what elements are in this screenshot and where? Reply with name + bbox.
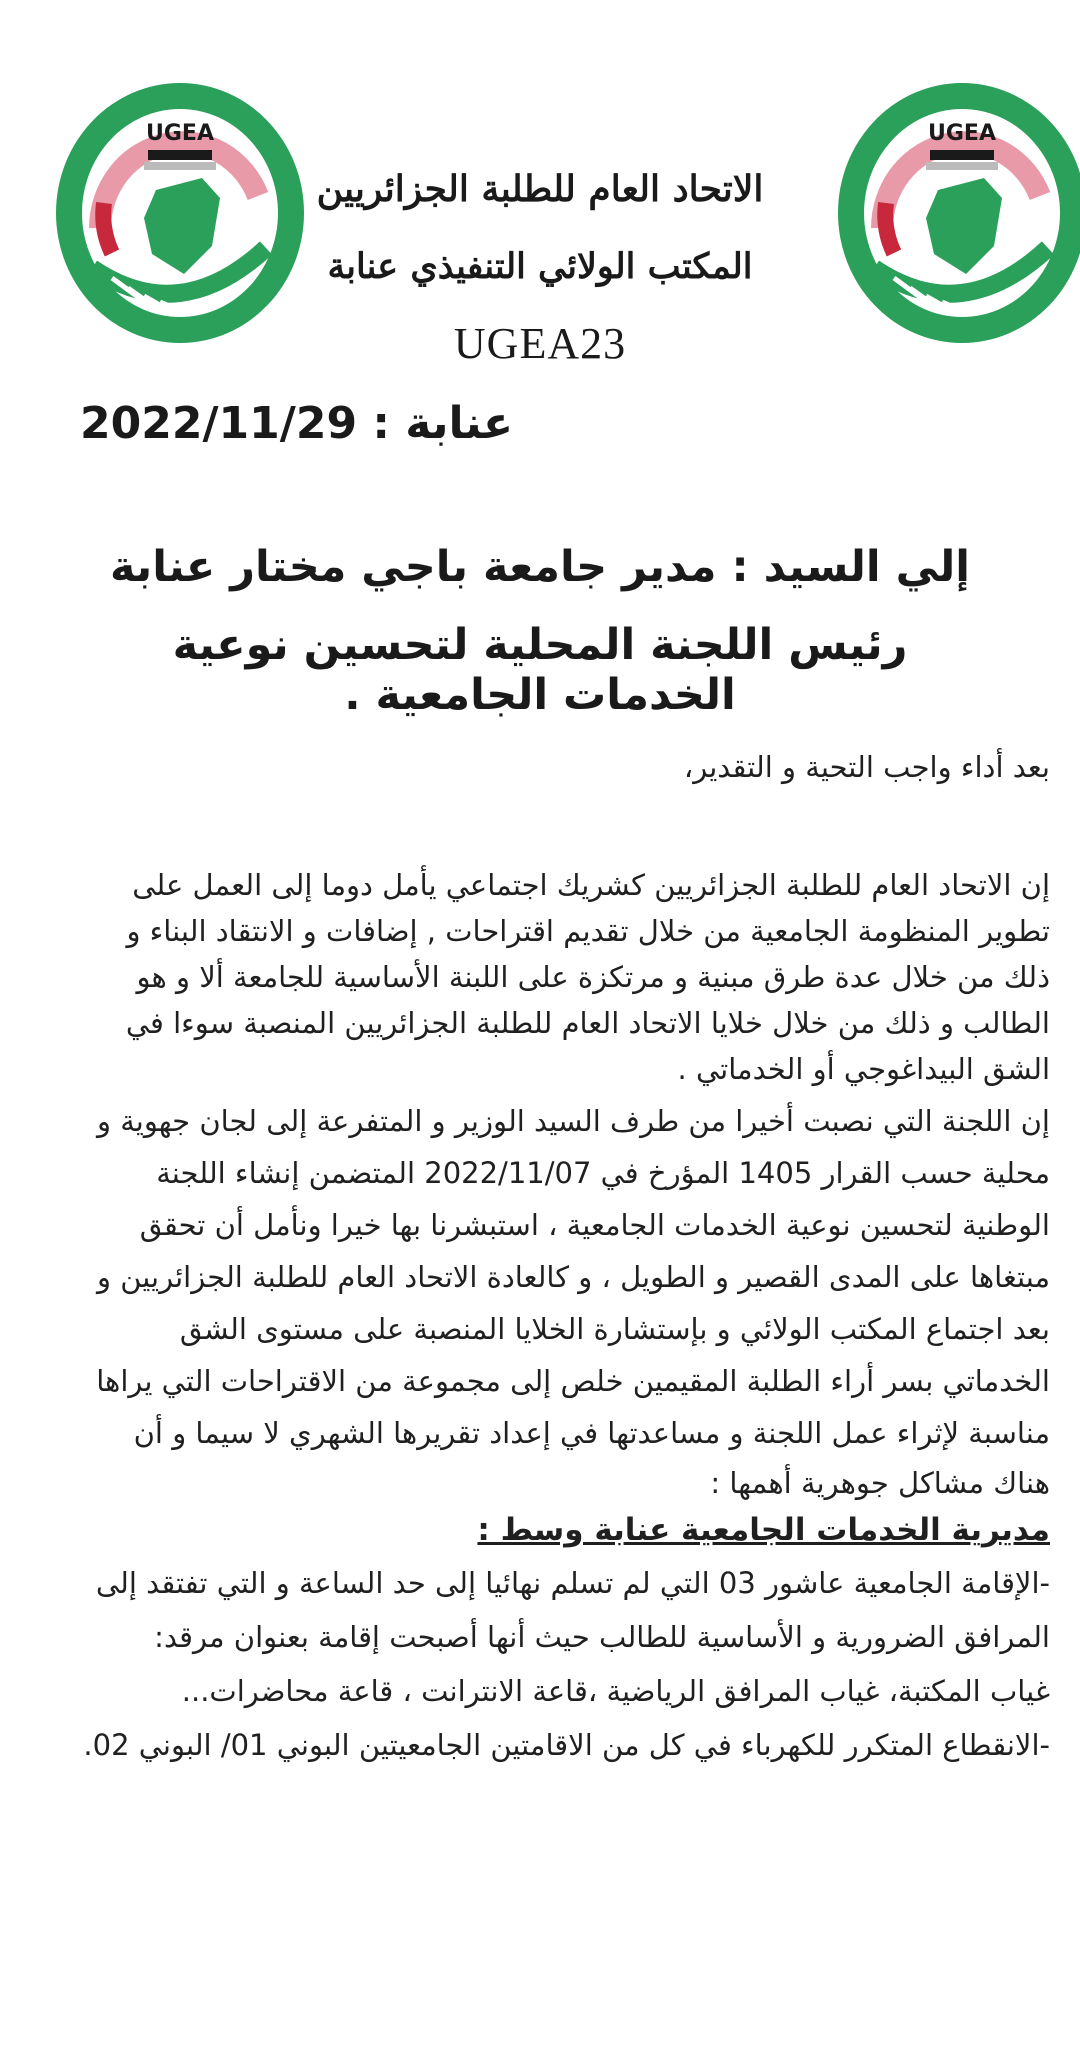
org-name: الاتحاد العام للطلبة الجزائريين [316, 168, 764, 210]
section-line: -الإقامة الجامعية عاشور 03 التي لم تسلم نهائيا إلى حد الساعة و التي تفتقد إلى [95, 1566, 1050, 1600]
section-title: مديرية الخدمات الجامعية عنابة وسط : [477, 1512, 1050, 1548]
addressee-line-2: رئيس اللجنة المحلية لتحسين نوعية الخدمات الجامعية . [172, 620, 908, 720]
letter-date: عنابة : 2022/11/29 [80, 398, 514, 449]
logo-ugea-text: UGEA [146, 121, 214, 146]
letter-body [83, 0, 1050, 2048]
paragraph-2-line: بعد اجتماع المكتب الولائي و بإستشارة الخلايا المنصبة على مستوى الشق [179, 1312, 1050, 1346]
addressee-line-1: إلي السيد : مدير جامعة باجي مختار عنابة [109, 542, 971, 592]
paragraph-2-line: هناك مشاكل جوهرية أهمها : [710, 1466, 1050, 1500]
paragraph-1-line: الشق البيداغوجي أو الخدماتي . [677, 1052, 1050, 1086]
paragraph-1-line: إن الاتحاد العام للطلبة الجزائريين كشريك اجتماعي يأمل دوما إلى العمل على [132, 868, 1050, 902]
paragraph-2-line: الخدماتي بسر أراء الطلبة المقيمين خلص إلى مجموعة من الاقتراحات التي يراها [96, 1364, 1050, 1398]
paragraph-2-line: إن اللجنة التي نصبت أخيرا من طرف السيد الوزير و المتفرعة إلى لجان جهوية و [96, 1104, 1050, 1138]
paragraph-2-line: الوطنية لتحسين نوعية الخدمات الجامعية ، استبشرنا بها خيرا ونأمل أن تحقق [139, 1208, 1050, 1242]
paragraph-2-line: مبتغاها على المدى القصير و الطويل ، و كالعادة الاتحاد العام للطلبة الجزائريين و [96, 1260, 1050, 1294]
paragraph-1-line: الطالب و ذلك من خلال خلايا الاتحاد العام للطلبة الجزائريين المنصبة سوءا في [125, 1006, 1050, 1040]
section-line: غياب المكتبة، غياب المرافق الرياضية ،قاعة الانترانت ، قاعة محاضرات... [181, 1674, 1050, 1708]
bureau-name: المكتب الولائي التنفيذي عنابة [327, 246, 753, 287]
greeting: بعد أداء واجب التحية و التقدير، [683, 750, 1050, 784]
paragraph-1-line: تطوير المنظومة الجامعية من خلال تقديم اقتراحات , إضافات و الانتقاد البناء و [126, 914, 1050, 948]
paragraph-2-line: مناسبة لإثراء عمل اللجنة و مساعدتها في إعداد تقريرها الشهري لا سيما و أن [133, 1416, 1050, 1450]
section-line: المرافق الضرورية و الأساسية للطالب حيث أنها أصبحت إقامة بعنوان مرقد: [154, 1620, 1050, 1654]
section-line: -الانقطاع المتكرر للكهرباء في كل من الاقامتين الجامعيتين البوني 01/ البوني 02. [83, 1728, 1050, 1762]
paragraph-1-line: ذلك من خلال عدة طرق مبنية و مرتكزة على اللبنة الأساسية للجامعة ألا و هو [136, 960, 1050, 994]
org-code: UGEA23 [453, 319, 627, 368]
logo-ugea-text: UGEA [928, 121, 996, 146]
paragraph-2-line: محلية حسب القرار 1405 المؤرخ في 2022/11/07 المتضمن إنشاء اللجنة [156, 1156, 1050, 1190]
